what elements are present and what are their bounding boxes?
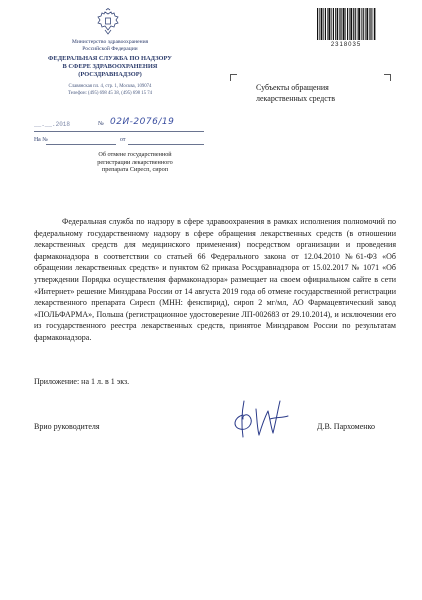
reference-date-blank [128,144,204,145]
reference-number-label: На № [34,137,48,143]
body-paragraph: Федеральная служба по надзору в сфере здравоохранения в рамках исполнения полномочий по федеральному государственному надзору в сфере обращения лекарственных средств (в отношении лекарственных средств для медицинского применения) посредством организации и проведения фармаконадзора в соответствии со статьей 66 Федерального закона от 12.04.2010 №61-ФЗ «Об обращении лекарственных средств» и пунктом 62 приказа Росздравнадзора от 15.02.2017 № 1071 «Об утверждении Порядка осуществления фармаконадзора» размещает на своем официальном сайте в сети «Интернет» решение Минздрава России от 14 августа 2019 года об отмене государственной регистрации лекарственного препарата Сиресп (МНН: фенспирид), сироп 2 мг/мл, АО Фармацевтический завод «ПОЛЬФАРМА», Польша (регистрационное удостоверение ЛП-002683 от 29.10.2014), и исключении его из государственного реестра лекарственных средств, принятое Минздравом России по результатам фармаконадзора. [34,217,396,342]
service-name: ФЕДЕРАЛЬНАЯ СЛУЖБА ПО НАДЗОРУ В СФЕРЕ ЗДРАВООХРАНЕНИЯ (РОСЗДРАВНАДЗОР) [48,55,172,78]
ministry-name: Министерство здравоохранения Российской Федерации [71,39,149,52]
registration-underline [34,131,204,132]
barcode-number: 2318035 [330,42,362,48]
registration-line [34,117,204,132]
signatory-position: Врио руководителя [34,422,100,431]
letterhead-address: Славянская пл. 4, стр. 1, Москва, 109074 Телефон: (495) 698 45 38, (495) 698 15 74 [67,84,152,96]
registration-number: 02И-2076/19 [110,117,175,127]
reference-number-blank [46,144,116,145]
address-bracket-left [230,74,237,81]
address-bracket-right [384,74,391,81]
double-headed-eagle-icon [96,8,120,38]
attachment-note: Приложение: на 1 л. в 1 экз. [34,377,130,386]
number-label: № [98,121,104,127]
reference-line [34,137,204,147]
recipient: Субъекты обращения лекарственных средств [256,83,336,103]
letter-body [34,216,396,344]
registration-date: __.__.2018 [34,121,71,128]
handwritten-signature-icon [230,397,294,443]
reference-date-label: от [120,137,126,143]
signatory-name: Д.В. Пархоменко [317,422,376,431]
barcode-icon [316,8,376,40]
letter-subject: Об отмене государственной регистрации лекарственного препарата Сиресп, сироп [97,151,173,174]
